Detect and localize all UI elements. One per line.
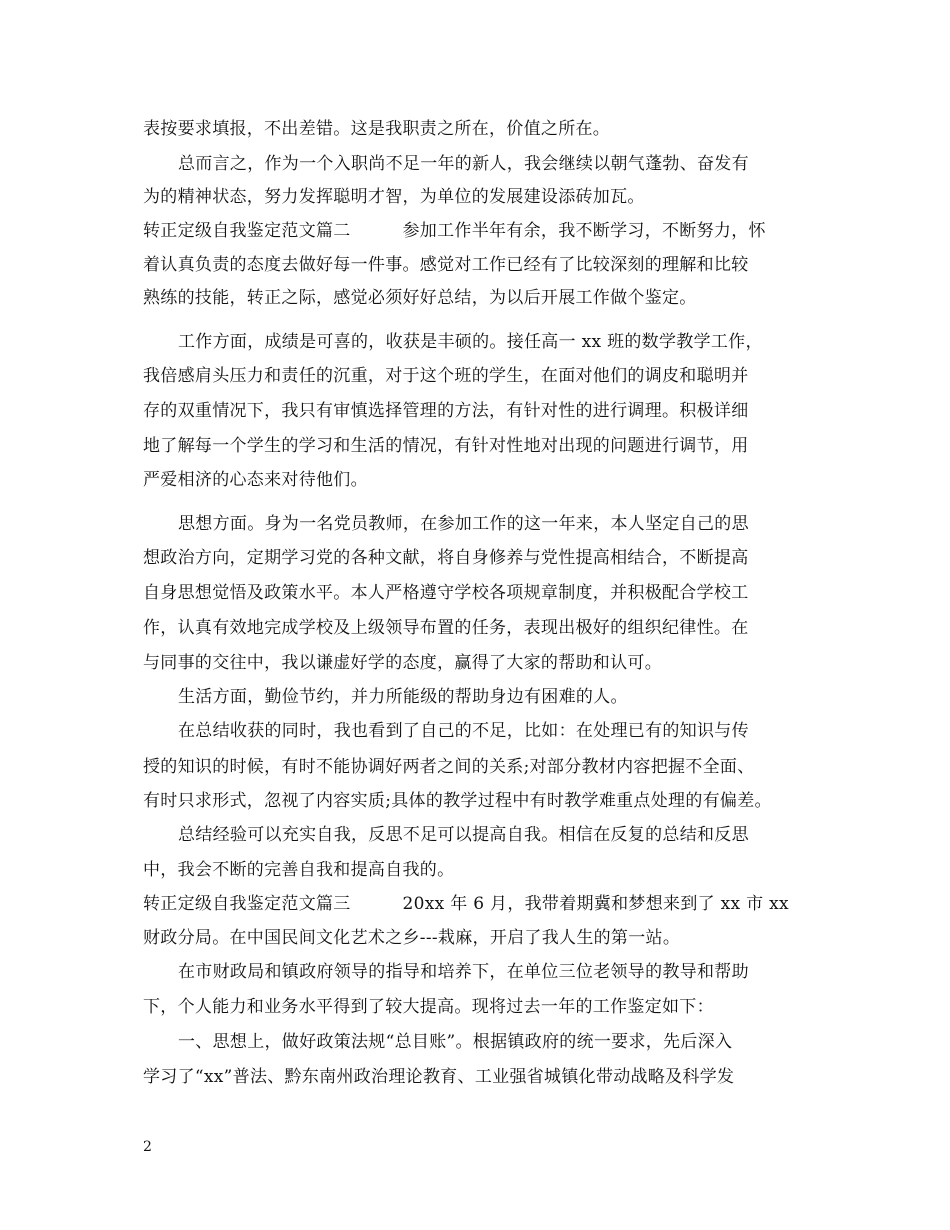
section-heading-line: 转正定级自我鉴定范文篇三 20xx 年 6 月，我带着期冀和梦想来到了 xx 市 xx <box>143 894 789 914</box>
text-line: 在总结收获的同时，我也看到了自己的不足，比如：在处理已有的知识与传 <box>178 721 749 741</box>
text-line: 一、思想上，做好政策法规“总目账”。根据镇政府的统一要求，先后深入 <box>178 1032 733 1052</box>
text-line: 在市财政局和镇政府领导的指导和培养下，在单位三位老领导的教导和帮助 <box>178 962 749 982</box>
text-line: 财政分局。在中国民间文化艺术之乡---栽麻，开启了我人生的第一站。 <box>143 928 681 948</box>
text-line: 作，认真有效地完成学校及上级领导布置的任务，表现出极好的组织纪律性。在 <box>143 618 749 638</box>
page-number: 2 <box>143 1139 152 1155</box>
text-line: 总而言之，作为一个入职尚不足一年的新人，我会继续以朝气蓬勃、奋发有 <box>178 154 749 174</box>
text-line: 我倍感肩头压力和责任的沉重，对于这个班的学生，在面对他们的调皮和聪明并 <box>143 366 749 386</box>
text-line: 有时只求形式，忽视了内容实质;具体的教学过程中有时教学难重点处理的有偏差。 <box>143 791 772 811</box>
text-line: 工作方面，成绩是可喜的，收获是丰硕的。接任高一 xx 班的数学教学工作， <box>178 332 763 352</box>
text-line: 地了解每一个学生的学习和生活的情况，有针对性地对出现的问题进行调节，用 <box>143 436 749 456</box>
text-line: 授的知识的时候，有时不能协调好两者之间的关系;对部分教材内容把握不全面、 <box>143 757 755 777</box>
text-line: 生活方面，勤俭节约，并力所能级的帮助身边有困难的人。 <box>178 687 628 707</box>
text-line: 自身思想觉悟及政策水平。本人严格遵守学校各项规章制度，并积极配合学校工 <box>143 583 749 603</box>
text-line: 为的精神状态，努力发挥聪明才智，为单位的发展建设添砖加瓦。 <box>143 187 645 207</box>
text-line: 与同事的交往中，我以谦虚好学的态度，赢得了大家的帮助和认可。 <box>143 653 662 673</box>
text-line: 想政治方向，定期学习党的各种文献，将自身修养与党性提高相结合，不断提高 <box>143 548 749 568</box>
text-line: 总结经验可以充实自我，反思不足可以提高自我。相信在反复的总结和反思 <box>178 825 749 845</box>
text-line: 严爱相济的心态来对待他们。 <box>143 470 368 490</box>
text-line: 存的双重情况下，我只有审慎选择管理的方法，有针对性的进行调理。积极详细 <box>143 401 749 421</box>
text-line: 着认真负责的态度去做好每一件事。感觉对工作已经有了比较深刻的理解和比较 <box>143 255 749 275</box>
section-heading-line: 转正定级自我鉴定范文篇二 参加工作半年有余，我不断学习，不断努力，怀 <box>143 221 766 241</box>
text-line: 下，个人能力和业务水平得到了较大提高。现将过去一年的工作鉴定如下： <box>143 997 714 1017</box>
text-line: 熟练的技能，转正之际，感觉必须好好总结，为以后开展工作做个鉴定。 <box>143 288 697 308</box>
text-line: 表按要求填报，不出差错。这是我职责之所在，价值之所在。 <box>143 119 611 139</box>
text-line: 思想方面。身为一名党员教师，在参加工作的这一年来，本人坚定自己的思 <box>178 514 749 534</box>
text-line: 学习了“xx”普法、黔东南州政治理论教育、工业强省城镇化带动战略及科学发 <box>143 1067 735 1087</box>
text-line: 中，我会不断的完善自我和提高自我的。 <box>143 860 455 880</box>
